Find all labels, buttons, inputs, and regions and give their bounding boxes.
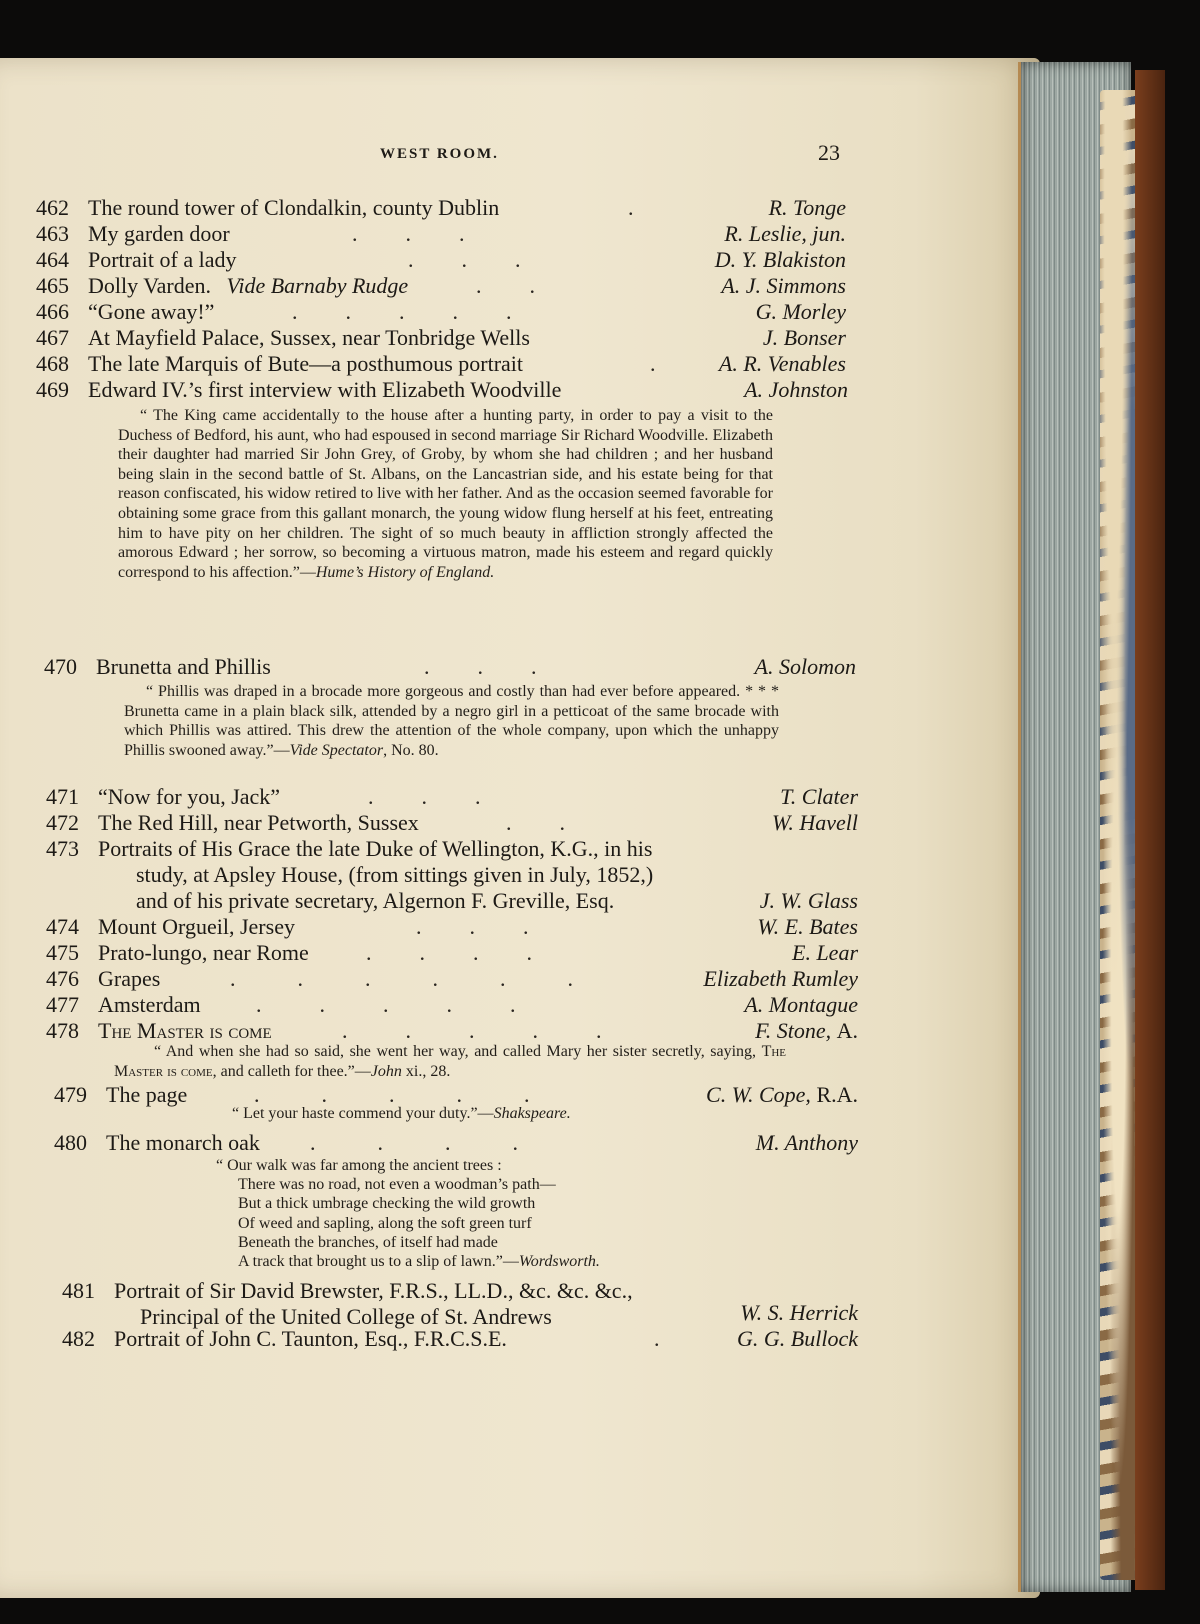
catalogue-entry: [46, 836, 858, 862]
catalogue-entry: [36, 377, 848, 403]
entry-number: 467: [36, 325, 69, 350]
entry-artist: W. Havell: [772, 810, 858, 835]
page-number: 23: [818, 140, 840, 165]
catalogue-entry: [54, 1130, 858, 1156]
entry-artist: A. R. Venables: [718, 351, 846, 376]
leader-dots: ..: [506, 810, 613, 835]
entry-artist: D. Y. Blakiston: [714, 247, 846, 272]
leader-dots: ...: [408, 247, 569, 272]
leader-dots: ....: [310, 1130, 580, 1155]
entry-title: At Mayfield Palace, Sussex, near Tonbridge Wells: [88, 325, 530, 350]
entry-number: 481: [62, 1278, 95, 1303]
catalogue-entry: [36, 247, 846, 273]
artist-suffix: A.: [836, 1018, 858, 1043]
entry-quotation: [114, 1042, 786, 1081]
catalogue-entry: [46, 810, 858, 836]
entry-number: 482: [62, 1326, 95, 1351]
entry-title: Amsterdam: [98, 992, 201, 1017]
entry-number: 479: [54, 1082, 87, 1107]
entry-number: 472: [46, 810, 79, 835]
entry-number: 465: [36, 273, 69, 298]
entry-number: 476: [46, 966, 79, 991]
entry-artist: T. Clater: [780, 784, 858, 809]
leader-dots: ...: [416, 914, 577, 939]
leader-dots: ..: [476, 273, 583, 298]
entry-number: 466: [36, 299, 69, 324]
quotation-source: Shakspeare.: [493, 1105, 571, 1122]
quotation-text: “ And when she had so said, she went her way, and called Mary her sister secretly, saying,: [154, 1043, 757, 1060]
leader-dots: .: [628, 195, 682, 220]
entry-artist: G. G. Bullock: [737, 1326, 858, 1351]
catalogue-entry: [36, 325, 846, 351]
quotation-text: “ Phillis was draped in a brocade more gorgeous and costly than had ever before appeared. * * * Brunetta came in a plain black silk, attended by a negro girl in a petticoat of the same brocade with which Phillis was attired. This drew the attention of the whole company, upon which the unhappy Phillis swooned away.”—: [124, 683, 779, 759]
poem-line: “ Our walk was far among the ancient trees :: [216, 1157, 502, 1174]
catalogue-entry: [46, 940, 858, 966]
catalogue-entry: [46, 966, 858, 992]
entry-number: 470: [44, 654, 77, 679]
entry-number: 464: [36, 247, 69, 272]
catalogue-entry: [36, 351, 846, 377]
entry-number: 471: [46, 784, 79, 809]
leader-dots: .....: [256, 992, 574, 1017]
entry-artist: W. S. Herrick: [740, 1300, 858, 1325]
leader-dots: ...: [352, 221, 513, 246]
entry-title: My garden door: [88, 221, 230, 246]
entry-quotation: [124, 682, 779, 760]
catalogue-entry: [46, 1018, 858, 1044]
entry-title: Edward IV.’s first interview with Elizabeth Woodville: [88, 377, 562, 402]
entry-poem: [216, 1156, 600, 1271]
entry-artist: [755, 1018, 858, 1044]
entry-quotation: [232, 1104, 732, 1124]
leader-dots: .....: [254, 1082, 592, 1107]
entry-artist: A. J. Simmons: [721, 273, 846, 298]
entry-number: 468: [36, 351, 69, 376]
entry-artist: M. Anthony: [755, 1130, 858, 1155]
quotation-source: Hume’s History of England.: [315, 563, 495, 581]
leader-dots: .: [654, 1326, 708, 1351]
leader-dots: ...: [368, 784, 529, 809]
entry-number: 469: [36, 377, 69, 402]
entry-title: Grapes: [98, 966, 161, 991]
book-cover: [1135, 70, 1165, 1590]
entry-artist: Elizabeth Rumley: [703, 966, 858, 991]
entry-title: [88, 273, 408, 299]
quotation-tail: xi., 28.: [401, 1062, 451, 1080]
catalogue-entry: [36, 273, 846, 299]
quotation-text-cont: , and calleth for thee.”—: [212, 1062, 371, 1080]
entry-title: The page: [106, 1082, 188, 1107]
leader-dots: ......: [230, 966, 635, 991]
quotation-emphasis: The Master is come: [114, 1043, 787, 1080]
artist-name: F. Stone,: [755, 1018, 832, 1043]
entry-title-reference: Vide Barnaby Rudge: [226, 273, 409, 298]
artist-suffix: R.A.: [816, 1082, 858, 1107]
entry-title: Portrait of a lady: [88, 247, 237, 272]
entry-artist: R. Tonge: [768, 195, 846, 220]
quotation-text: “ Let your haste commend your duty.”—: [232, 1105, 494, 1122]
poem-line: Of weed and sapling, along the soft green turf: [238, 1214, 532, 1232]
leader-dots: .: [650, 351, 704, 376]
entry-title: The late Marquis of Bute—a posthumous portrait: [88, 351, 524, 376]
leader-dots: .....: [292, 299, 560, 324]
entry-number: 477: [46, 992, 79, 1017]
catalogue-entry: [62, 1326, 858, 1352]
entry-artist: J. Bonser: [762, 325, 846, 350]
catalogue-entry: [62, 1278, 858, 1304]
entry-artist: R. Leslie, jun.: [724, 221, 846, 246]
quotation-text: “ The King came accidentally to the house after a hunting party, in order to pay a visit to the Duchess of Bedford, his aunt, who had espoused in second marriage Sir Richard Woodville. Elizabeth their daughter had married Sir John Grey, of Groby, by whom she had children ; and her husband being slain in the second battle of St. Albans, on the Lancastrian side, and his estate being for that reason confiscated, his widow retired to live with her father. And as the occasion seemed favorable for obtaining some grace from this gallant monarch, the young widow flung herself at his feet, entreating him to have pity on her children. The sight of so much beauty in affliction strongly affected the amorous Edward ; her sorrow, so becoming a virtuous matron, made his esteem and regard quickly correspond to his affection.”—: [118, 407, 773, 581]
entry-title-continued: study, at Apsley House, (from sittings given in July, 1852,): [136, 862, 654, 887]
poem-line: Beneath the branches, of itself had made: [238, 1233, 498, 1251]
entry-quotation: [118, 406, 773, 582]
entry-artist: W. E. Bates: [757, 914, 858, 939]
leader-dots: ....: [366, 940, 580, 965]
quotation-tail: , No. 80.: [383, 741, 439, 759]
entry-number: 474: [46, 914, 79, 939]
quotation-source: Wordsworth.: [518, 1253, 600, 1271]
artist-name: C. W. Cope,: [706, 1082, 811, 1107]
entry-artist: A. Solomon: [754, 654, 856, 679]
catalogue-entry: [46, 784, 858, 810]
entry-title: Portrait of Sir David Brewster, F.R.S., LL.D., &c. &c. &c.,: [114, 1278, 633, 1303]
entry-title-main: Dolly Varden.: [88, 273, 212, 298]
poem-line: A track that brought us to a slip of lawn.”—: [238, 1253, 519, 1271]
entry-title: The monarch oak: [106, 1130, 260, 1155]
entry-title-continued: Principal of the United College of St. Andrews: [140, 1304, 552, 1329]
poem-last-line: [216, 1252, 600, 1271]
entry-title: Mount Orgueil, Jersey: [98, 914, 295, 939]
entry-title: The Master is come: [98, 1018, 272, 1043]
entry-title: The round tower of Clondalkin, county Dublin: [88, 195, 500, 220]
catalogue-entry: [36, 195, 846, 221]
entry-artist: A. Montague: [744, 992, 858, 1017]
entry-number: 463: [36, 221, 69, 246]
entry-title: Portraits of His Grace the late Duke of Wellington, K.G., in his: [98, 836, 653, 861]
entry-title: Portrait of John C. Taunton, Esq., F.R.C.S.E.: [114, 1326, 507, 1351]
entry-title: Brunetta and Phillis: [96, 654, 271, 679]
leader-dots: .....: [342, 1018, 660, 1043]
entry-number: 475: [46, 940, 79, 965]
entry-title: “Gone away!”: [88, 299, 215, 324]
entry-title: “Now for you, Jack”: [98, 784, 281, 809]
entry-title: The Red Hill, near Petworth, Sussex: [98, 810, 419, 835]
poem-line: But a thick umbrage checking the wild growth: [238, 1195, 536, 1213]
entry-artist: A. Johnston: [744, 377, 848, 402]
catalogue-entry: [36, 299, 846, 325]
poem-line: There was no road, not even a woodman’s path—: [238, 1176, 556, 1194]
leader-dots: ...: [424, 654, 585, 679]
entry-artist: E. Lear: [792, 940, 858, 965]
entry-number: 473: [46, 836, 79, 861]
entry-title: Prato-lungo, near Rome: [98, 940, 309, 965]
catalogue-entry: [44, 654, 856, 680]
entry-artist: J. W. Glass: [759, 888, 858, 913]
catalogue-entry: [46, 992, 858, 1018]
entry-number: 462: [36, 195, 69, 220]
catalogue-entry: [36, 221, 846, 247]
entry-number: 478: [46, 1018, 79, 1043]
catalogue-entry: [46, 914, 858, 940]
entry-title-continued: and of his private secretary, Algernon F. Greville, Esq.: [136, 888, 615, 913]
quotation-source: Vide Spectator: [289, 741, 384, 759]
quotation-source: John: [370, 1062, 402, 1080]
entry-number: 480: [54, 1130, 87, 1155]
running-head: WEST ROOM.: [380, 146, 499, 162]
entry-artist: G. Morley: [755, 299, 846, 324]
